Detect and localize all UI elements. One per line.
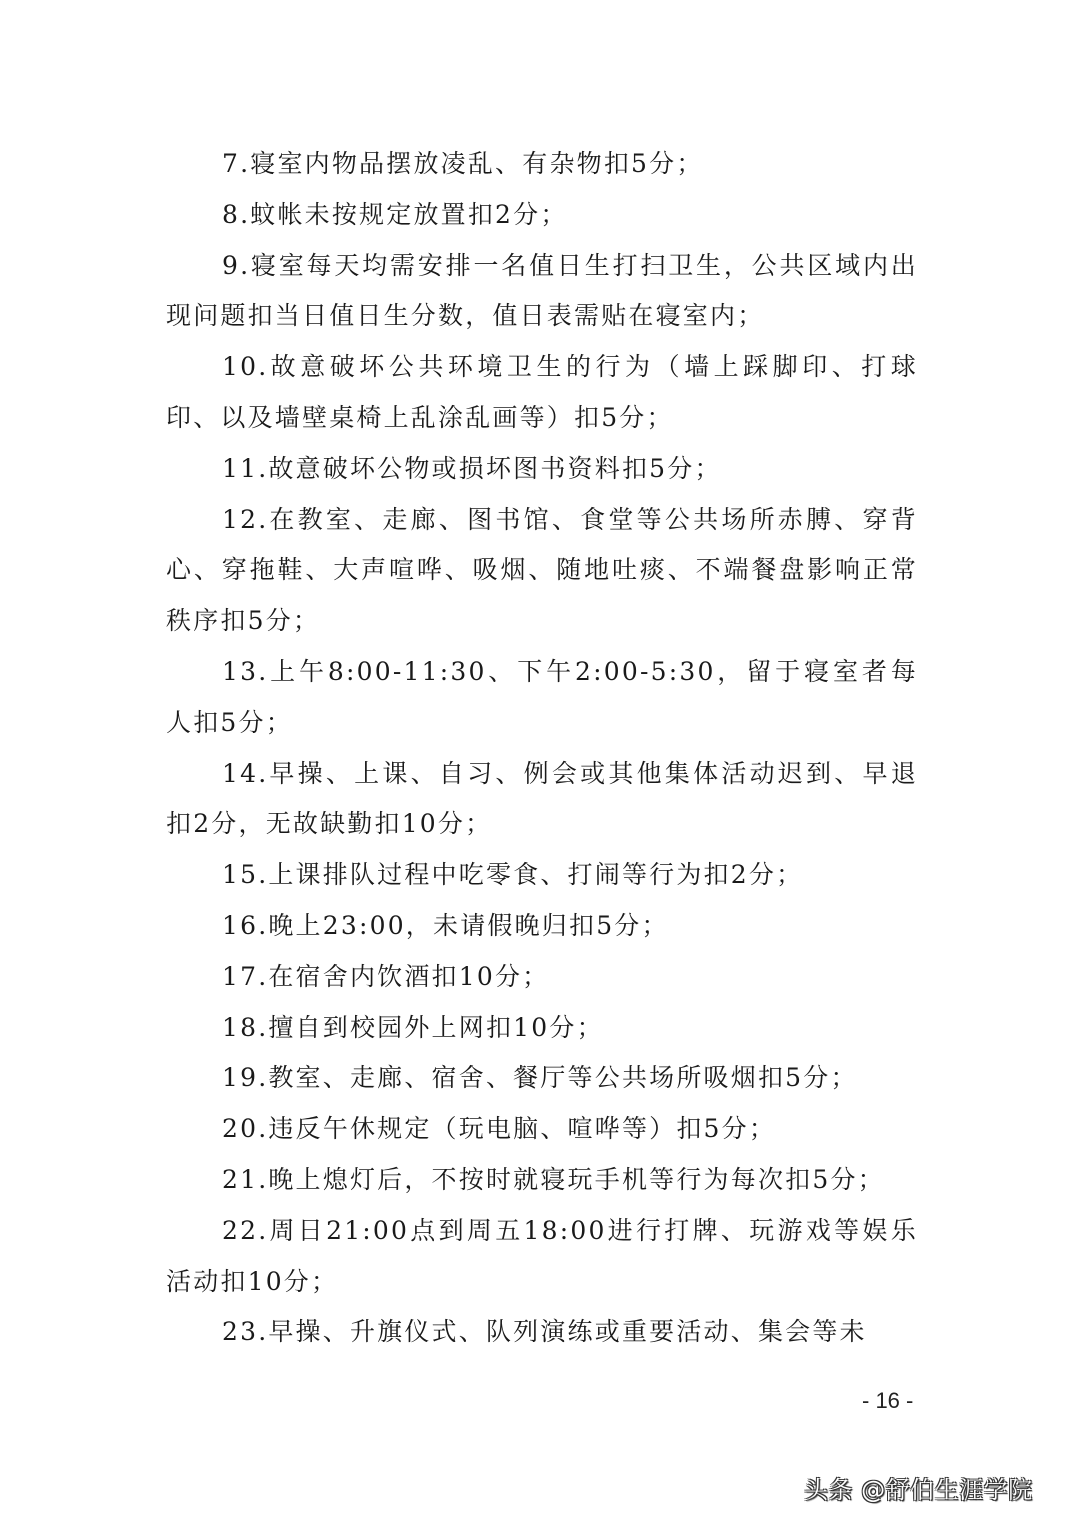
watermark-label: 头条 @舒伯生涯学院	[804, 1476, 1033, 1504]
rule-item-7: 7.寝室内物品摆放凌乱、有杂物扣5分；	[222, 149, 704, 178]
rule-item-12: 12.在教室、走廊、图书馆、食堂等公共场所赤膊、穿背心、穿拖鞋、大声喧哗、吸烟、随地吐痰、不端餐盘影响正常秩序扣5分；	[166, 504, 918, 636]
rule-item-17: 17.在宿舍内饮酒扣10分；	[222, 961, 550, 991]
page-number: - 16 -	[862, 1388, 914, 1413]
rule-item-22: 22.周日21:00点到周五18:00进行打牌、玩游戏等娱乐活动扣10分；	[166, 1215, 918, 1296]
rule-item-23: 23.早操、升旗仪式、队列演练或重要活动、集会等未	[222, 1317, 867, 1347]
rule-item-13: 13.上午8:00-11:30、下午2:00-5:30，留于寝室者每人扣5分；	[166, 656, 918, 737]
rule-item-11: 11.故意破坏公物或损坏图书资料扣5分；	[222, 453, 722, 483]
rule-item-18: 18.擅自到校园外上网扣10分；	[222, 1012, 604, 1042]
rule-item-16: 16.晚上23:00，未请假晚归扣5分；	[222, 910, 669, 940]
rule-item-14: 14.早操、上课、自习、例会或其他集体活动迟到、早退扣2分，无故缺勤扣10分；	[166, 758, 918, 839]
rule-item-19: 19.教室、走廊、宿舍、餐厅等公共场所吸烟扣5分；	[222, 1063, 858, 1093]
rule-item-10: 10.故意破坏公共环境卫生的行为（墙上踩脚印、打球印、以及墙壁桌椅上乱涂乱画等）扣5分；	[166, 352, 918, 432]
rule-item-20: 20.违反午休规定（玩电脑、喧哗等）扣5分；	[222, 1114, 777, 1144]
document-body	[166, 139, 918, 1358]
rule-item-8: 8.蚊帐未按规定放置扣2分；	[222, 199, 568, 229]
rule-item-15: 15.上课排队过程中吃零食、打闹等行为扣2分；	[222, 860, 804, 890]
rule-item-9: 9.寝室每天均需安排一名值日生打扫卫生，公共区域内出现问题扣当日值日生分数，值日表需贴在寝室内；	[166, 250, 918, 331]
rule-item-21: 21.晚上熄灯后，不按时就寝玩手机等行为每次扣5分；	[222, 1164, 885, 1194]
